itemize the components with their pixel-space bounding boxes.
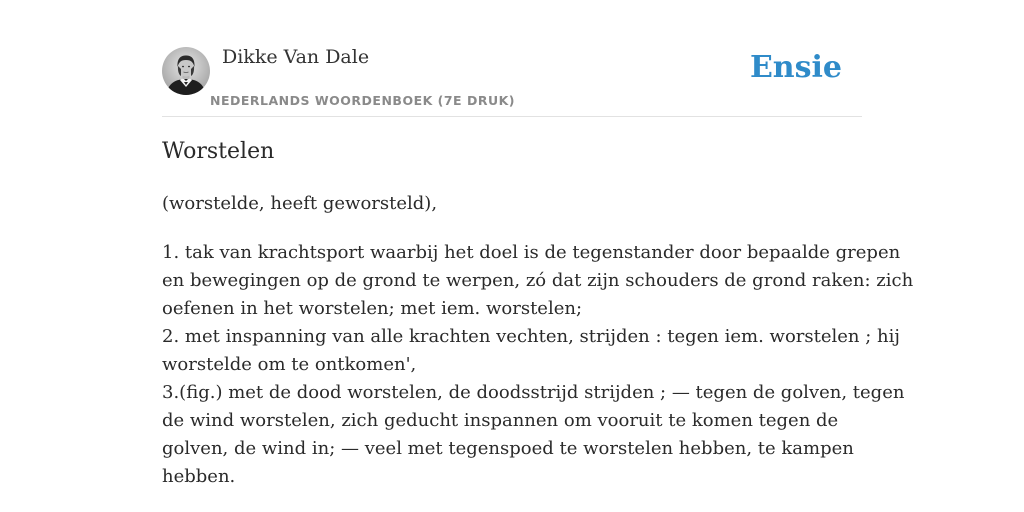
definition-line: 1. tak van krachtsport waarbij het doel is de tegenstander door bepaalde grepen xyxy=(162,242,901,263)
portrait-image xyxy=(162,47,210,95)
definition-line: 2. met inspanning van alle krachten vechten, strijden : tegen iem. worstelen ; hij xyxy=(162,326,900,347)
definition-line: 3.(fig.) met de dood worstelen, de doodsstrijd strijden ; — tegen de golven, tegen xyxy=(162,382,905,403)
entry-definition xyxy=(162,239,914,491)
author-avatar[interactable] xyxy=(162,47,210,95)
ensie-logo[interactable]: Ensie xyxy=(749,50,842,85)
definition-line: worstelde om te ontkomen', xyxy=(162,354,417,375)
definition-line: oefenen in het worstelen; met iem. worstelen; xyxy=(162,298,583,319)
entry-headword: Worstelen xyxy=(162,139,275,164)
definition-line: en bewegingen op de grond te werpen, zó dat zijn schouders de grond raken: zich xyxy=(162,270,914,291)
definition-line: hebben. xyxy=(162,466,236,487)
source-title[interactable]: NEDERLANDS WOORDENBOEK (7E DRUK) xyxy=(210,93,515,108)
entry-forms: (worstelde, heeft geworsteld), xyxy=(162,193,438,214)
definition-line: golven, de wind in; — veel met tegenspoed te worstelen hebben, te kampen xyxy=(162,438,854,459)
entry-header xyxy=(162,40,862,117)
author-name[interactable]: Dikke Van Dale xyxy=(222,46,370,68)
definition-line: de wind worstelen, zich geducht inspannen om vooruit te komen tegen de xyxy=(162,410,839,431)
